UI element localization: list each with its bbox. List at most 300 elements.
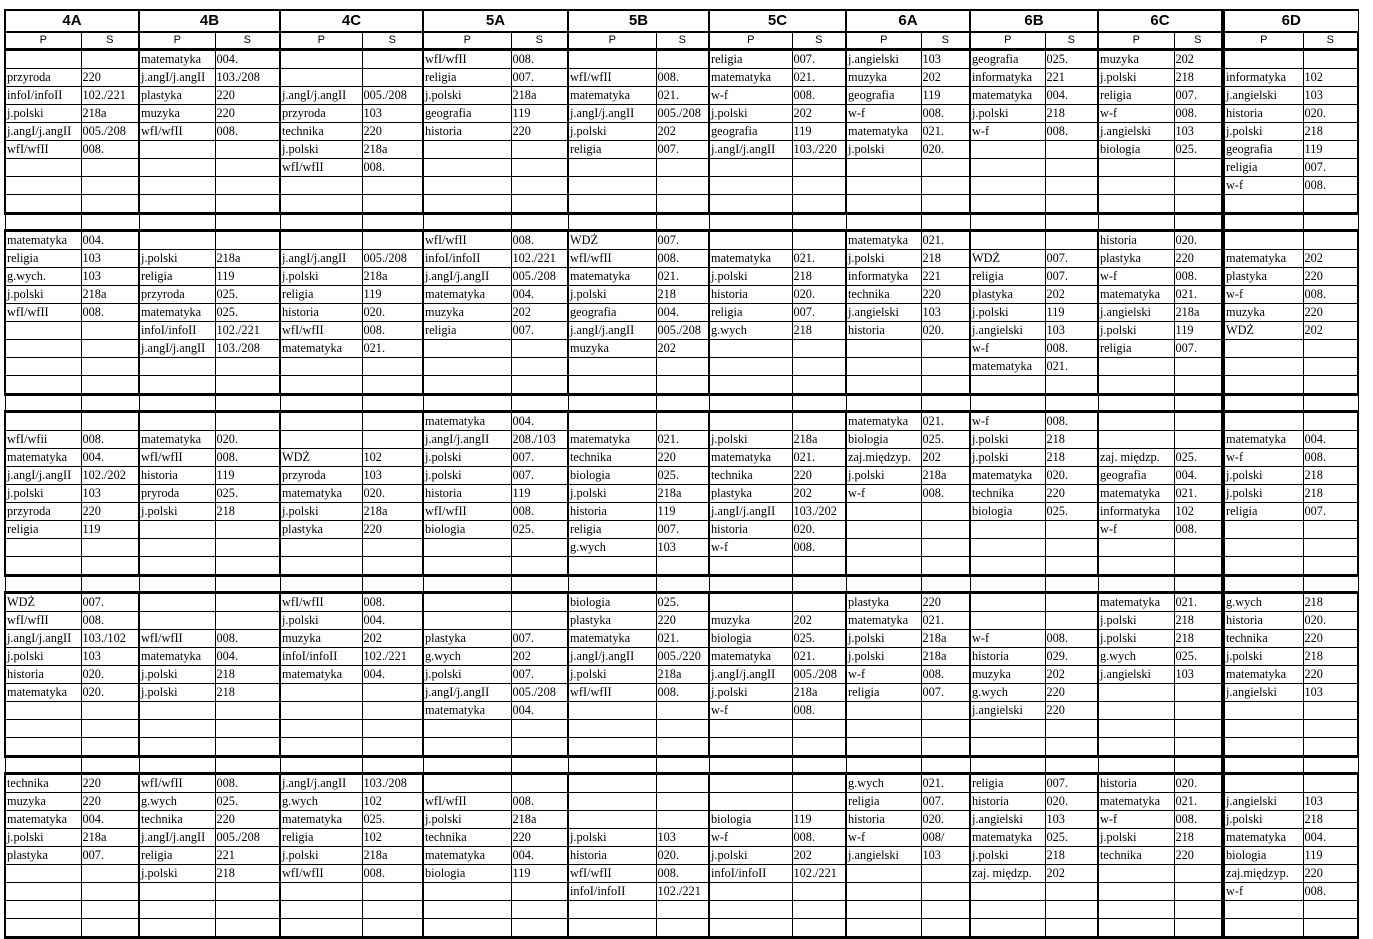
- subject-cell: j.angI/j.angII: [423, 431, 511, 449]
- room-cell: 103: [81, 268, 139, 286]
- room-cell: [511, 738, 568, 757]
- room-cell: [215, 376, 280, 395]
- gap-cell: [921, 757, 970, 774]
- room-cell: 021.: [792, 449, 846, 467]
- room-cell: 103./102: [81, 630, 139, 648]
- subject-cell: w-f: [709, 702, 792, 720]
- subject-cell: wfI/wfII: [568, 865, 656, 883]
- subject-cell: [709, 340, 792, 358]
- lesson-row: [5, 177, 1358, 195]
- room-cell: 102./221: [215, 322, 280, 340]
- gap-cell: [139, 395, 215, 412]
- subject-cell: g.wych: [1098, 648, 1174, 666]
- lesson-row: [5, 105, 1358, 123]
- subject-cell: geografia: [568, 304, 656, 322]
- gap-cell: [139, 214, 215, 231]
- room-cell: 220: [81, 69, 139, 87]
- room-cell: 202: [792, 105, 846, 123]
- subject-cell: w-f: [709, 87, 792, 105]
- timetable: [4, 9, 1359, 939]
- subject-cell: j.polski: [280, 268, 362, 286]
- room-cell: 020.: [1174, 231, 1223, 250]
- class-header-6a: 6A: [846, 10, 970, 32]
- subject-cell: religia: [139, 268, 215, 286]
- lesson-row: [5, 847, 1358, 865]
- room-cell: [1303, 412, 1358, 431]
- subject-cell: w-f: [1098, 811, 1174, 829]
- gap-cell: [5, 576, 81, 593]
- subject-cell: plastyka: [846, 593, 921, 612]
- room-cell: 220: [1174, 250, 1223, 268]
- subject-cell: [568, 901, 656, 919]
- subject-cell: j.angielski: [846, 304, 921, 322]
- subject-cell: [5, 412, 81, 431]
- room-cell: [511, 774, 568, 793]
- room-cell: 008.: [511, 231, 568, 250]
- subject-cell: biologia: [709, 630, 792, 648]
- subject-cell: j.polski: [423, 449, 511, 467]
- subject-cell: j.polski: [709, 431, 792, 449]
- subject-cell: matematyka: [709, 69, 792, 87]
- subject-cell: muzyka: [970, 666, 1045, 684]
- room-cell: 008.: [1174, 268, 1223, 286]
- room-cell: 021.: [656, 431, 709, 449]
- lesson-row: [5, 901, 1358, 919]
- room-cell: [1045, 557, 1098, 576]
- subject-cell: [846, 539, 921, 557]
- room-cell: 119: [81, 521, 139, 539]
- subject-cell: matematyka: [709, 449, 792, 467]
- room-cell: 020.: [1303, 105, 1358, 123]
- room-cell: [792, 358, 846, 376]
- room-cell: [511, 159, 568, 177]
- room-cell: 119: [1174, 322, 1223, 340]
- room-cell: 004.: [362, 666, 423, 684]
- room-cell: 202: [656, 123, 709, 141]
- subject-cell: pryroda: [139, 485, 215, 503]
- subject-cell: plastyka: [970, 286, 1045, 304]
- room-cell: [921, 865, 970, 883]
- lesson-row: [5, 811, 1358, 829]
- subject-cell: j.angielski: [970, 702, 1045, 720]
- subject-cell: [1223, 521, 1303, 539]
- gap-cell: [1303, 576, 1358, 593]
- gap-cell: [1045, 576, 1098, 593]
- subject-cell: g.wych: [970, 684, 1045, 702]
- room-cell: 025.: [656, 593, 709, 612]
- subject-cell: muzyka: [5, 793, 81, 811]
- room-cell: [215, 901, 280, 919]
- subject-cell: [139, 412, 215, 431]
- subject-cell: muzyka: [1098, 50, 1174, 69]
- subject-cell: j.polski: [1223, 467, 1303, 485]
- room-cell: 220: [81, 503, 139, 521]
- subject-cell: [5, 865, 81, 883]
- subject-cell: [139, 883, 215, 901]
- subject-cell: j.angI/j.angII: [280, 774, 362, 793]
- subject-cell: historia: [846, 322, 921, 340]
- subject-cell: [280, 231, 362, 250]
- subject-cell: [1223, 720, 1303, 738]
- room-cell: 008.: [81, 612, 139, 630]
- subject-col-label: P: [1223, 32, 1303, 50]
- room-cell: 008.: [1174, 811, 1223, 829]
- room-cell: 020.: [81, 666, 139, 684]
- room-cell: 218a: [921, 648, 970, 666]
- room-cell: 220: [1303, 630, 1358, 648]
- room-cell: [215, 358, 280, 376]
- room-cell: 008.: [792, 87, 846, 105]
- room-cell: 202: [792, 612, 846, 630]
- room-cell: 008.: [215, 774, 280, 793]
- subject-cell: wfI/wfII: [5, 612, 81, 630]
- room-cell: [792, 593, 846, 612]
- subject-cell: technika: [709, 467, 792, 485]
- subject-cell: w-f: [846, 485, 921, 503]
- subject-cell: [1098, 376, 1174, 395]
- subject-cell: muzyka: [423, 304, 511, 322]
- room-cell: 220: [81, 793, 139, 811]
- gap-cell: [280, 576, 362, 593]
- subject-cell: [139, 557, 215, 576]
- subject-cell: [423, 539, 511, 557]
- subject-cell: matematyka: [1223, 666, 1303, 684]
- room-cell: 020.: [792, 521, 846, 539]
- lesson-row: [5, 69, 1358, 87]
- subject-cell: j.polski: [139, 865, 215, 883]
- room-cell: [81, 702, 139, 720]
- room-cell: 008.: [921, 105, 970, 123]
- room-cell: 007.: [921, 793, 970, 811]
- subject-cell: [280, 412, 362, 431]
- room-cell: [1174, 702, 1223, 720]
- subject-cell: matematyka: [970, 358, 1045, 376]
- room-cell: [81, 901, 139, 919]
- room-cell: 021.: [1174, 593, 1223, 612]
- room-cell: 221: [1045, 69, 1098, 87]
- room-cell: 202: [362, 630, 423, 648]
- subject-cell: j.angI/j.angII: [5, 467, 81, 485]
- subject-cell: [709, 774, 792, 793]
- subject-cell: [280, 177, 362, 195]
- day-separator: [5, 395, 1358, 412]
- room-cell: [362, 177, 423, 195]
- room-cell: [511, 539, 568, 557]
- room-cell: 007.: [1174, 87, 1223, 105]
- subject-cell: [280, 539, 362, 557]
- gap-cell: [846, 395, 921, 412]
- room-cell: 218: [1045, 847, 1098, 865]
- gap-cell: [81, 576, 139, 593]
- room-cell: 007.: [1045, 774, 1098, 793]
- lesson-row: [5, 376, 1358, 395]
- subject-cell: [1098, 738, 1174, 757]
- subject-cell: w-f: [709, 829, 792, 847]
- room-cell: 005./208: [792, 666, 846, 684]
- subject-cell: matematyka: [5, 811, 81, 829]
- subject-cell: [970, 521, 1045, 539]
- subject-cell: WDŻ: [1223, 322, 1303, 340]
- subject-cell: [846, 503, 921, 521]
- room-cell: [215, 177, 280, 195]
- subject-cell: infoI/infoII: [568, 883, 656, 901]
- room-cell: 102./221: [511, 250, 568, 268]
- room-cell: 218a: [792, 431, 846, 449]
- gap-cell: [970, 214, 1045, 231]
- room-cell: 025.: [1045, 503, 1098, 521]
- subject-cell: [139, 231, 215, 250]
- room-cell: [511, 901, 568, 919]
- room-cell: 102./221: [656, 883, 709, 901]
- subject-cell: matematyka: [280, 811, 362, 829]
- subject-cell: g.wych: [568, 539, 656, 557]
- subject-cell: j.angI/j.angII: [709, 666, 792, 684]
- room-cell: 008.: [215, 123, 280, 141]
- subject-cell: [5, 539, 81, 557]
- room-cell: [656, 720, 709, 738]
- room-cell: [792, 376, 846, 395]
- room-cell: 020.: [921, 322, 970, 340]
- room-cell: [1174, 557, 1223, 576]
- room-cell: 220: [1303, 268, 1358, 286]
- subject-cell: biologia: [970, 503, 1045, 521]
- room-cell: [1045, 901, 1098, 919]
- subject-cell: j.angielski: [846, 847, 921, 865]
- subject-cell: [846, 195, 921, 214]
- room-cell: 020.: [215, 431, 280, 449]
- room-cell: [921, 702, 970, 720]
- room-cell: [215, 231, 280, 250]
- room-cell: 007.: [1174, 340, 1223, 358]
- room-cell: 102: [362, 829, 423, 847]
- room-cell: [1303, 738, 1358, 757]
- subject-cell: [568, 793, 656, 811]
- room-cell: 103: [81, 250, 139, 268]
- subject-cell: historia: [846, 811, 921, 829]
- room-cell: 025.: [1174, 141, 1223, 159]
- room-cell: [511, 340, 568, 358]
- subject-cell: [1098, 702, 1174, 720]
- room-cell: [215, 738, 280, 757]
- subject-cell: [139, 358, 215, 376]
- subject-cell: j.polski: [1098, 630, 1174, 648]
- room-cell: 004.: [362, 612, 423, 630]
- subject-cell: j.polski: [280, 141, 362, 159]
- room-cell: 007.: [656, 141, 709, 159]
- room-cell: [81, 557, 139, 576]
- gap-cell: [1045, 214, 1098, 231]
- subject-cell: [846, 738, 921, 757]
- subject-cell: [5, 883, 81, 901]
- subject-cell: [568, 702, 656, 720]
- subject-cell: matematyka: [5, 449, 81, 467]
- subject-cell: j.angI/j.angII: [5, 123, 81, 141]
- room-cell: 005./208: [362, 250, 423, 268]
- room-cell: 220: [1174, 847, 1223, 865]
- gap-cell: [921, 395, 970, 412]
- room-cell: 218a: [511, 87, 568, 105]
- room-cell: [362, 738, 423, 757]
- subject-cell: matematyka: [1098, 593, 1174, 612]
- room-cell: [511, 141, 568, 159]
- subject-cell: informatyka: [846, 268, 921, 286]
- subject-cell: [139, 141, 215, 159]
- subject-cell: plastyka: [423, 630, 511, 648]
- room-cell: 007.: [921, 684, 970, 702]
- subject-cell: zaj. międzp.: [1098, 449, 1174, 467]
- room-cell: 202: [1174, 50, 1223, 69]
- room-cell: 103: [656, 829, 709, 847]
- subject-cell: [846, 702, 921, 720]
- room-cell: [1174, 376, 1223, 395]
- day-separator: [5, 576, 1358, 593]
- room-cell: [921, 159, 970, 177]
- subject-cell: religia: [1223, 159, 1303, 177]
- subject-cell: [5, 901, 81, 919]
- gap-cell: [1098, 576, 1174, 593]
- subject-col-label: P: [709, 32, 792, 50]
- subject-cell: wfI/wfII: [568, 684, 656, 702]
- subject-cell: [709, 557, 792, 576]
- subject-cell: [423, 141, 511, 159]
- subject-cell: w-f: [1098, 105, 1174, 123]
- room-cell: [1174, 738, 1223, 757]
- room-cell: 202: [1045, 865, 1098, 883]
- room-cell: [1303, 231, 1358, 250]
- subject-cell: historia: [970, 648, 1045, 666]
- room-cell: 218: [1045, 431, 1098, 449]
- subject-cell: plastyka: [139, 87, 215, 105]
- gap-cell: [656, 757, 709, 774]
- subject-cell: infoI/infoII: [280, 648, 362, 666]
- lesson-row: [5, 702, 1358, 720]
- gap-cell: [709, 757, 792, 774]
- room-cell: 218: [792, 322, 846, 340]
- gap-cell: [81, 395, 139, 412]
- subject-cell: j.polski: [709, 684, 792, 702]
- subject-cell: historia: [139, 467, 215, 485]
- room-cell: 008.: [656, 684, 709, 702]
- room-cell: [792, 195, 846, 214]
- subject-cell: [5, 340, 81, 358]
- room-cell: 008.: [1045, 630, 1098, 648]
- column-label-row: [5, 32, 1358, 50]
- subject-cell: j.angI/j.angII: [568, 105, 656, 123]
- room-cell: 005./208: [656, 105, 709, 123]
- room-cell: [656, 159, 709, 177]
- room-cell: 103: [921, 847, 970, 865]
- room-col-label: S: [656, 32, 709, 50]
- room-cell: [81, 195, 139, 214]
- room-cell: 220: [215, 87, 280, 105]
- subject-cell: technika: [280, 123, 362, 141]
- gap-cell: [1045, 757, 1098, 774]
- room-cell: 008.: [921, 485, 970, 503]
- subject-cell: [5, 159, 81, 177]
- subject-cell: [709, 159, 792, 177]
- room-cell: [1303, 376, 1358, 395]
- subject-cell: j.polski: [568, 123, 656, 141]
- subject-cell: j.angI/j.angII: [423, 268, 511, 286]
- subject-cell: [709, 883, 792, 901]
- room-cell: 025.: [215, 304, 280, 322]
- subject-cell: [139, 521, 215, 539]
- subject-cell: [423, 593, 511, 612]
- subject-cell: w-f: [970, 123, 1045, 141]
- room-cell: [215, 521, 280, 539]
- subject-cell: [280, 358, 362, 376]
- subject-cell: [423, 774, 511, 793]
- subject-cell: [1098, 159, 1174, 177]
- subject-cell: j.angielski: [1223, 793, 1303, 811]
- room-cell: 020.: [921, 811, 970, 829]
- subject-cell: j.polski: [1223, 123, 1303, 141]
- room-cell: 025.: [215, 286, 280, 304]
- room-cell: 008.: [362, 159, 423, 177]
- gap-cell: [709, 214, 792, 231]
- subject-cell: wfI/wfII: [280, 322, 362, 340]
- subject-cell: geografia: [970, 50, 1045, 69]
- subject-cell: religia: [5, 521, 81, 539]
- room-cell: 021.: [362, 340, 423, 358]
- subject-cell: j.polski: [846, 467, 921, 485]
- room-cell: [1303, 358, 1358, 376]
- room-cell: 025.: [1045, 829, 1098, 847]
- subject-cell: historia: [423, 485, 511, 503]
- room-cell: [511, 557, 568, 576]
- room-cell: [1174, 684, 1223, 702]
- subject-cell: religia: [568, 141, 656, 159]
- subject-cell: geografia: [423, 105, 511, 123]
- gap-cell: [792, 757, 846, 774]
- room-cell: 021.: [921, 612, 970, 630]
- room-cell: [362, 557, 423, 576]
- subject-cell: biologia: [568, 467, 656, 485]
- gap-cell: [511, 576, 568, 593]
- subject-cell: [423, 376, 511, 395]
- subject-cell: [423, 883, 511, 901]
- gap-cell: [423, 395, 511, 412]
- room-cell: [362, 412, 423, 431]
- subject-cell: j.polski: [280, 503, 362, 521]
- room-cell: 021.: [1045, 358, 1098, 376]
- room-cell: 103: [81, 485, 139, 503]
- room-cell: 008.: [656, 69, 709, 87]
- room-cell: [921, 557, 970, 576]
- gap-cell: [1303, 757, 1358, 774]
- room-cell: [921, 376, 970, 395]
- room-cell: 218a: [921, 467, 970, 485]
- room-cell: 218a: [792, 684, 846, 702]
- subject-cell: [568, 195, 656, 214]
- room-cell: 103: [362, 105, 423, 123]
- subject-cell: informatyka: [1098, 503, 1174, 521]
- room-cell: 103: [921, 304, 970, 322]
- room-cell: 007.: [1045, 250, 1098, 268]
- subject-cell: [846, 901, 921, 919]
- subject-cell: [139, 177, 215, 195]
- subject-cell: religia: [970, 268, 1045, 286]
- subject-cell: matematyka: [709, 648, 792, 666]
- room-cell: [792, 412, 846, 431]
- room-cell: 218: [1174, 630, 1223, 648]
- subject-cell: historia: [1098, 231, 1174, 250]
- room-col-label: S: [1045, 32, 1098, 50]
- lesson-row: [5, 593, 1358, 612]
- subject-cell: wfI/wfII: [5, 304, 81, 322]
- gap-cell: [1098, 395, 1174, 412]
- room-cell: 103./208: [215, 69, 280, 87]
